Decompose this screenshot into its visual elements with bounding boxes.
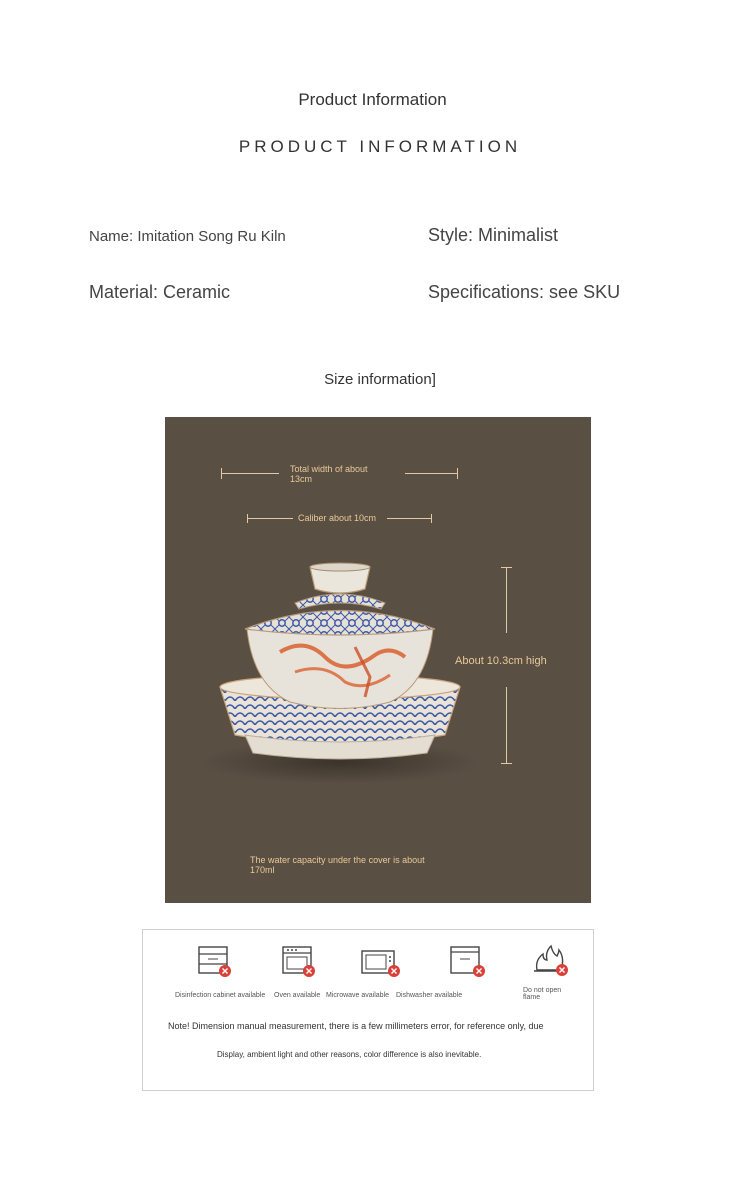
- spec-material: Material: Ceramic: [89, 282, 231, 302]
- width-line-right: [405, 473, 457, 474]
- total-width-label: Total width of about 13cm: [290, 464, 368, 484]
- height-tick-top: [501, 567, 512, 568]
- dishwasher-icon: [450, 946, 486, 978]
- spec-name: Name: Imitation Song Ru Kiln: [89, 228, 286, 245]
- note-measurement: Note! Dimension manual measurement, there is a few millimeters error, for reference only, due: [168, 1021, 544, 1031]
- caliber-line-right: [387, 518, 431, 519]
- capacity-label: The water capacity under the cover is about 170ml: [250, 855, 425, 875]
- care-label-dishwasher: Dishwasher available: [396, 992, 463, 999]
- caliber-label: Caliber about 10cm: [298, 513, 377, 523]
- caliber-tick-left: [247, 514, 248, 523]
- note-color: Display, ambient light and other reasons, color difference is also inevitable.: [217, 1050, 482, 1059]
- spec-style: Style: Minimalist: [428, 225, 559, 245]
- height-label: About 10.3cm high: [455, 655, 547, 667]
- oven-icon: [282, 946, 316, 978]
- open-flame-icon: [533, 944, 569, 978]
- width-line-left: [221, 473, 279, 474]
- microwave-icon: [361, 946, 401, 978]
- care-box: [142, 929, 594, 1091]
- height-line-bottom: [506, 687, 507, 763]
- height-tick-bottom: [501, 763, 512, 764]
- caliber-tick-right: [431, 514, 432, 523]
- caliber-line-left: [247, 518, 293, 519]
- spec-specifications: Specifications: see SKU: [428, 282, 621, 302]
- care-label-microwave: Microwave available: [326, 992, 390, 999]
- gaiwan-image: [205, 557, 475, 787]
- height-line-top: [506, 567, 507, 633]
- size-panel: [165, 417, 591, 903]
- section-title-caps: PRODUCT INFORMATION: [238, 137, 522, 156]
- care-label-oven: Oven available: [274, 992, 321, 999]
- care-label-disinfection: Disinfection cabinet available: [175, 992, 266, 999]
- width-tick-right: [457, 468, 458, 479]
- width-tick-left: [221, 468, 222, 479]
- care-label-flame: Do not open flame: [523, 987, 562, 1001]
- disinfection-cabinet-icon: [198, 946, 232, 978]
- section-title: Product Information: [298, 90, 447, 109]
- size-info-title: Size information]: [324, 371, 436, 388]
